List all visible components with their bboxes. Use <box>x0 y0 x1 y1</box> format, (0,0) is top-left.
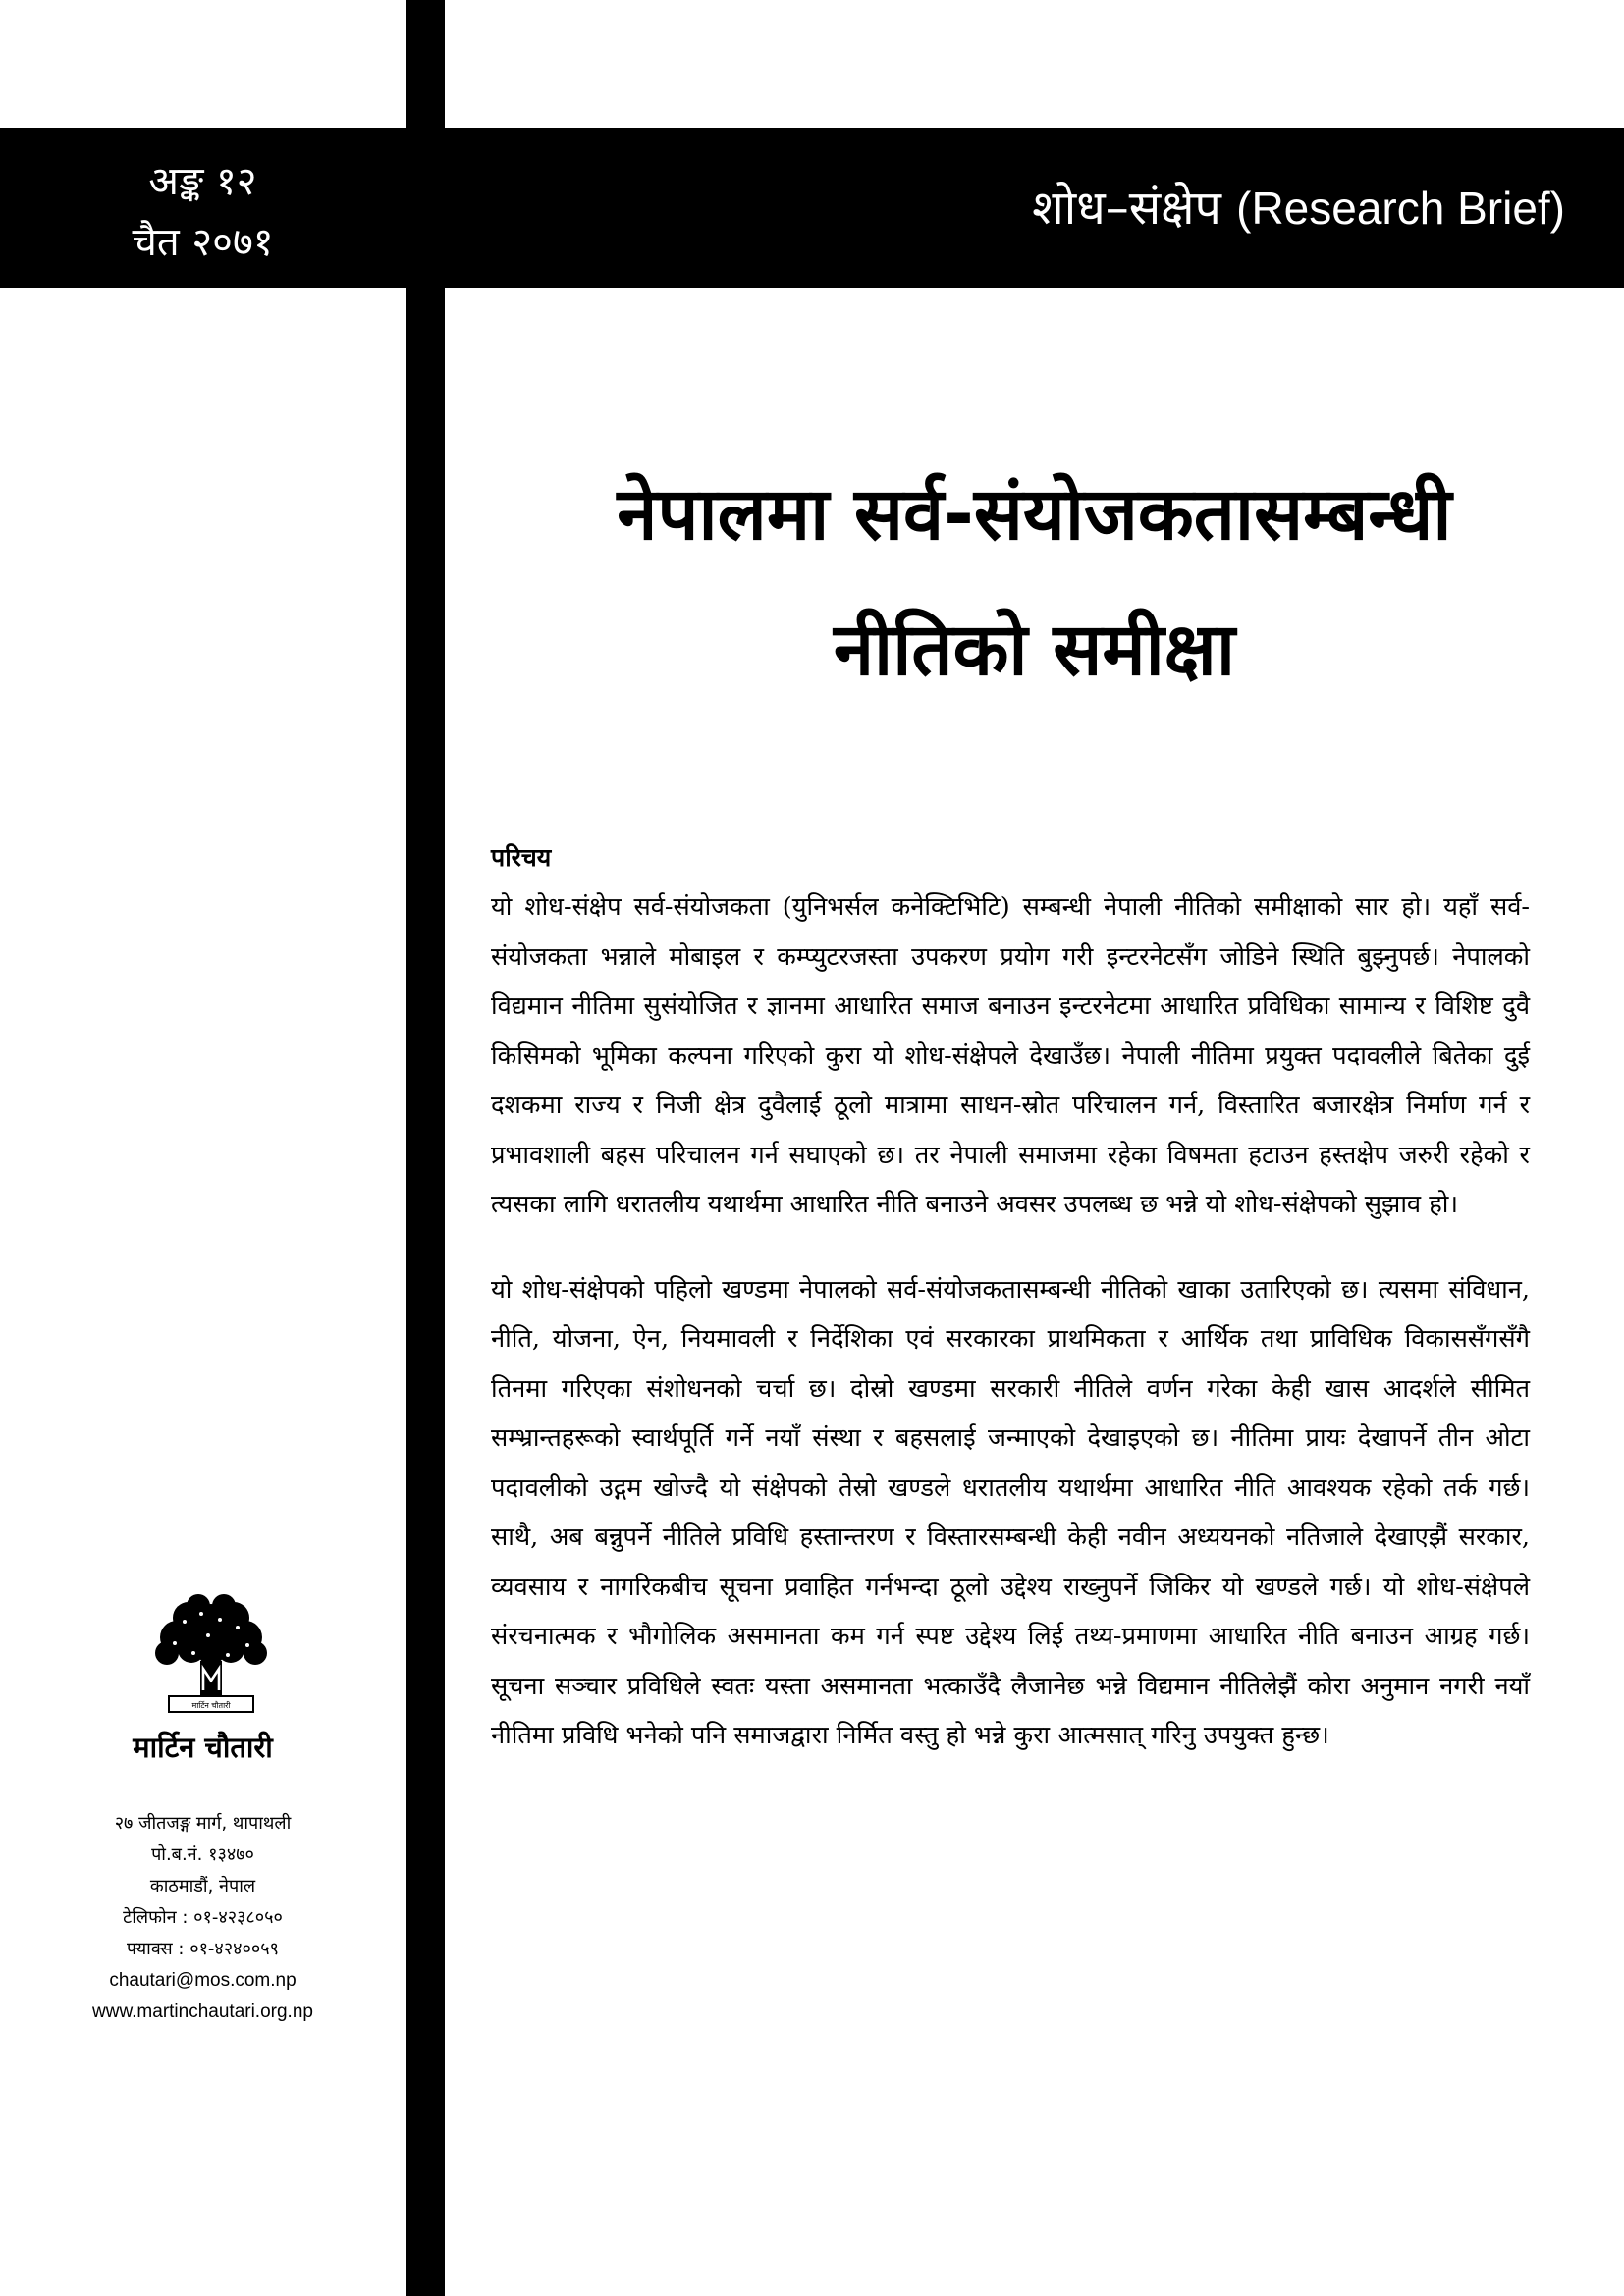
fax-line: फ्याक्स : ०१-४२४००५९ <box>127 1939 279 1959</box>
logo-caption: मार्टिन चौतारी <box>191 1701 231 1710</box>
page-title-line-1: नेपालमा सर्व-संयोजकतासम्बन्धी <box>617 472 1452 557</box>
contact-block <box>39 1808 366 2028</box>
page-title <box>445 447 1624 718</box>
email-link[interactable]: chautari@mos.com.np <box>109 1970 297 1991</box>
body-paragraph-1: यो शोध-संक्षेप सर्व-संयोजकता (युनिभर्सल कनेक्टिभिटि) सम्बन्धी नेपाली नीतिको समीक्षाको सार हो। यहाँ सर्व-संयोजकता भन्नाले मोबाइल र कम्प्युटरजस्ता उपकरण प्रयोग गरी इन्टरनेटसँग जोडिने स्थिति बुझ्नुपर्छ। नेपालको विद्यमान नीतिमा सुसंयोजित र ज्ञानमा आधारित समाज बनाउन इन्टरनेटमा आधारित प्रविधिका सामान्य र विशिष्ट दुवै किसिमको भूमिका कल्पना गरिएको कुरा यो शोध-संक्षेपले देखाउँछ। नेपाली नीतिमा प्रयुक्त पदावलीले बितेका दुई दशकमा राज्य र निजी क्षेत्र दुवैलाई ठूलो मात्रामा साधन-स्रोत परिचालन गर्न, विस्तारित बजारक्षेत्र निर्माण गर्न र प्रभावशाली बहस परिचालन गर्न सघाएको छ। तर नेपाली समाजमा रहेका विषमता हटाउन हस्तक्षेप जरुरी रहेको र त्यसका लागि धरातलीय यथार्थमा आधारित नीति बनाउने अवसर उपलब्ध छ भन्ने यो शोध-संक्षेपको सुझाव हो। <box>491 892 1530 1219</box>
issue-band <box>0 128 406 288</box>
vertical-divider-bar <box>406 0 445 2296</box>
issue-number: अङ्क १२ <box>148 159 257 204</box>
address-line: २७ जीतजङ्ग मार्ग, थापाथली <box>114 1813 292 1834</box>
series-title-english: (Research Brief) <box>1236 183 1565 234</box>
organization-name: मार्टिन चौतारी <box>133 1731 273 1764</box>
body-paragraph-2: यो शोध-संक्षेपको पहिलो खण्डमा नेपालको सर्व-संयोजकतासम्बन्धी नीतिको खाका उतारिएको छ। त्यसमा संविधान, नीति, योजना, ऐन, नियमावली र निर्देशिका एवं सरकारका प्राथमिकता र आर्थिक तथा प्राविधिक विकाससँगसँगै तिनमा गरिएका संशोधनको चर्चा छ। दोस्रो खण्डमा सरकारी नीतिले वर्णन गरेका केही खास आदर्शले सीमित सम्भ्रान्तहरूको स्वार्थपूर्ति गर्ने नयाँ संस्था र बहसलाई जन्माएको देखाइएको छ। नीतिमा प्रायः देखापर्ने तीन ओटा पदावलीको उद्गम खोज्दै यो संक्षेपको तेस्रो खण्डले धरातलीय यथार्थमा आधारित नीति आवश्यक रहेको तर्क गर्छ। साथै, अब बन्नुपर्ने नीतिले प्रविधि हस्तान्तरण र विस्तारसम्बन्धी केही नवीन अध्ययनको नतिजाले देखाएझैं सरकार, व्यवसाय र नागरिकबीच सूचना प्रवाहित गर्नभन्दा ठूलो उद्देश्य राख्नुपर्ने जिकिर यो खण्डले गर्छ। यो शोध-संक्षेपले संरचनात्मक र भौगोलिक असमानता कम गर्न स्पष्ट उद्देश्य लिई तथ्य-प्रमाणमा आधारित नीति बनाउन आग्रह गर्छ। सूचना सञ्चार प्रविधिले स्वतः यस्ता असमानता भत्काउँदै लैजानेछ भन्ने विद्यमान नीतिलेझैं कोरा अनुमान नगरी नयाँ नीतिमा प्रविधि भनेको पनि समाजद्वारा निर्मित वस्तु हो भन्ने कुरा आत्मसात् गरिनु उपयुक्त हुन्छ। <box>491 1274 1530 1750</box>
page-title-line-2: नीतिको समीक्षा <box>833 608 1235 692</box>
phone-line: टेलिफोन : ०१-४२३८०५० <box>123 1907 283 1928</box>
section-heading: परिचय <box>491 843 552 872</box>
po-box: पो.ब.नं. १३४७० <box>151 1844 254 1865</box>
series-title-nepali: शोध–संक्षेप <box>1032 181 1221 236</box>
city-line: काठमाडौं, नेपाल <box>149 1876 256 1896</box>
issue-date: चैत २०७१ <box>132 220 274 265</box>
tree-logo-icon <box>147 1592 275 1718</box>
website-link[interactable]: www.martinchautari.org.np <box>92 2002 313 2022</box>
main-content <box>491 839 1530 1761</box>
series-title <box>1032 179 1565 238</box>
series-band <box>445 128 1624 288</box>
